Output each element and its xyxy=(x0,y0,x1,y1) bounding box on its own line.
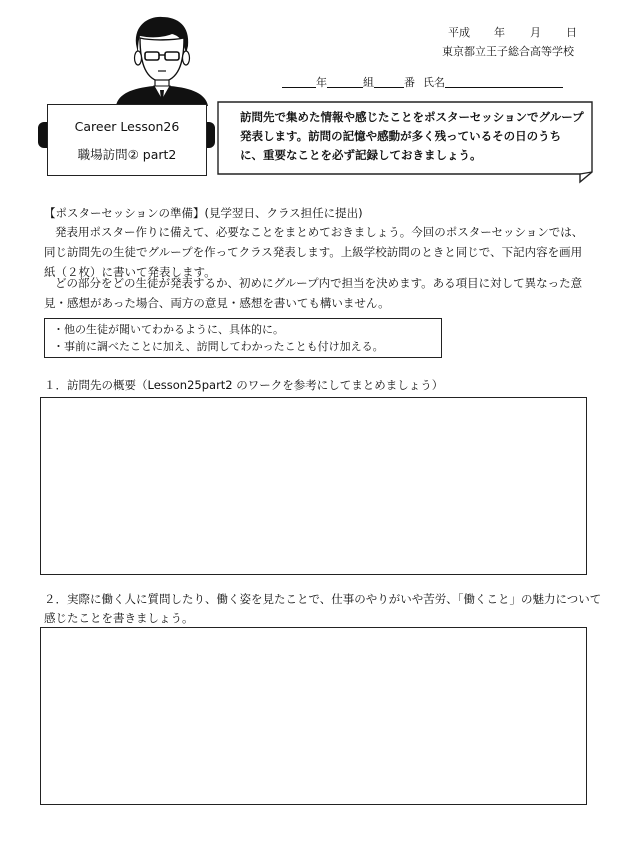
school-name: 東京都立王子総合高等学校 xyxy=(442,45,574,58)
tip-item: ・他の生徒が聞いてわかるように、具体的に。 xyxy=(53,323,284,336)
lesson-sign xyxy=(47,104,207,176)
class-field[interactable] xyxy=(327,76,363,88)
grade-field[interactable] xyxy=(282,76,316,88)
paragraph-1-text: 発表用ポスター作りに備えて、必要なことをまとめておきましょう。今回のポスターセッションでは、同じ訪問先の生徒でグループを作ってクラス発表します。上級学校訪問のときと同じで、下記内容を画用紙（２枚）に書いて発表します。 xyxy=(44,225,584,279)
paragraph-2-text: どの部分をどの生徒が発表するか、初めにグループ内で担当を決めます。ある項目に対して異なった意見・感想があった場合、両方の意見・感想を書いても構いません。 xyxy=(44,276,583,310)
paragraph-2 xyxy=(44,273,592,313)
student-info-line xyxy=(282,74,612,90)
era-label: 平成 xyxy=(448,26,470,39)
question-2: ２．実際に働く人に質問したり、働く姿を見たことで、仕事のやりがいや苦労、「働くこと」の魅力について感じたことを書きましょう。 xyxy=(44,592,602,625)
tips-box xyxy=(44,318,442,358)
date-line xyxy=(448,24,608,40)
answer-box-2[interactable] xyxy=(40,627,587,805)
number-field[interactable] xyxy=(374,76,404,88)
question-1: １．訪問先の概要（Lesson25part2 のワークを参考にしてまとめましょう） xyxy=(44,378,444,392)
tip-item: ・事前に調べたことに加え、訪問してわかったことも付け加える。 xyxy=(53,340,384,353)
person-with-glasses-icon xyxy=(102,14,220,106)
class-label: 組 xyxy=(363,76,374,89)
grade-label: 年 xyxy=(316,76,327,89)
year-label: 年 xyxy=(494,26,505,39)
day-label: 日 xyxy=(566,26,577,39)
name-label: 氏名 xyxy=(423,76,445,89)
number-label: 番 xyxy=(404,76,415,89)
answer-box-1[interactable] xyxy=(40,397,587,575)
section-heading: 【ポスターセッションの準備】(見学翌日、クラス担任に提出) xyxy=(44,206,363,220)
instruction-text: 訪問先で集めた情報や感じたことをポスターセッションでグループ発表します。訪問の記憶や感動が多く残っているその日のうちに、重要なことを必ず記録しておきましょう。 xyxy=(240,110,584,162)
lesson-subtitle: 職場訪問② part2 xyxy=(77,147,177,162)
month-label: 月 xyxy=(530,26,541,39)
name-field[interactable] xyxy=(445,76,563,88)
lesson-title: Career Lesson26 xyxy=(74,119,180,134)
